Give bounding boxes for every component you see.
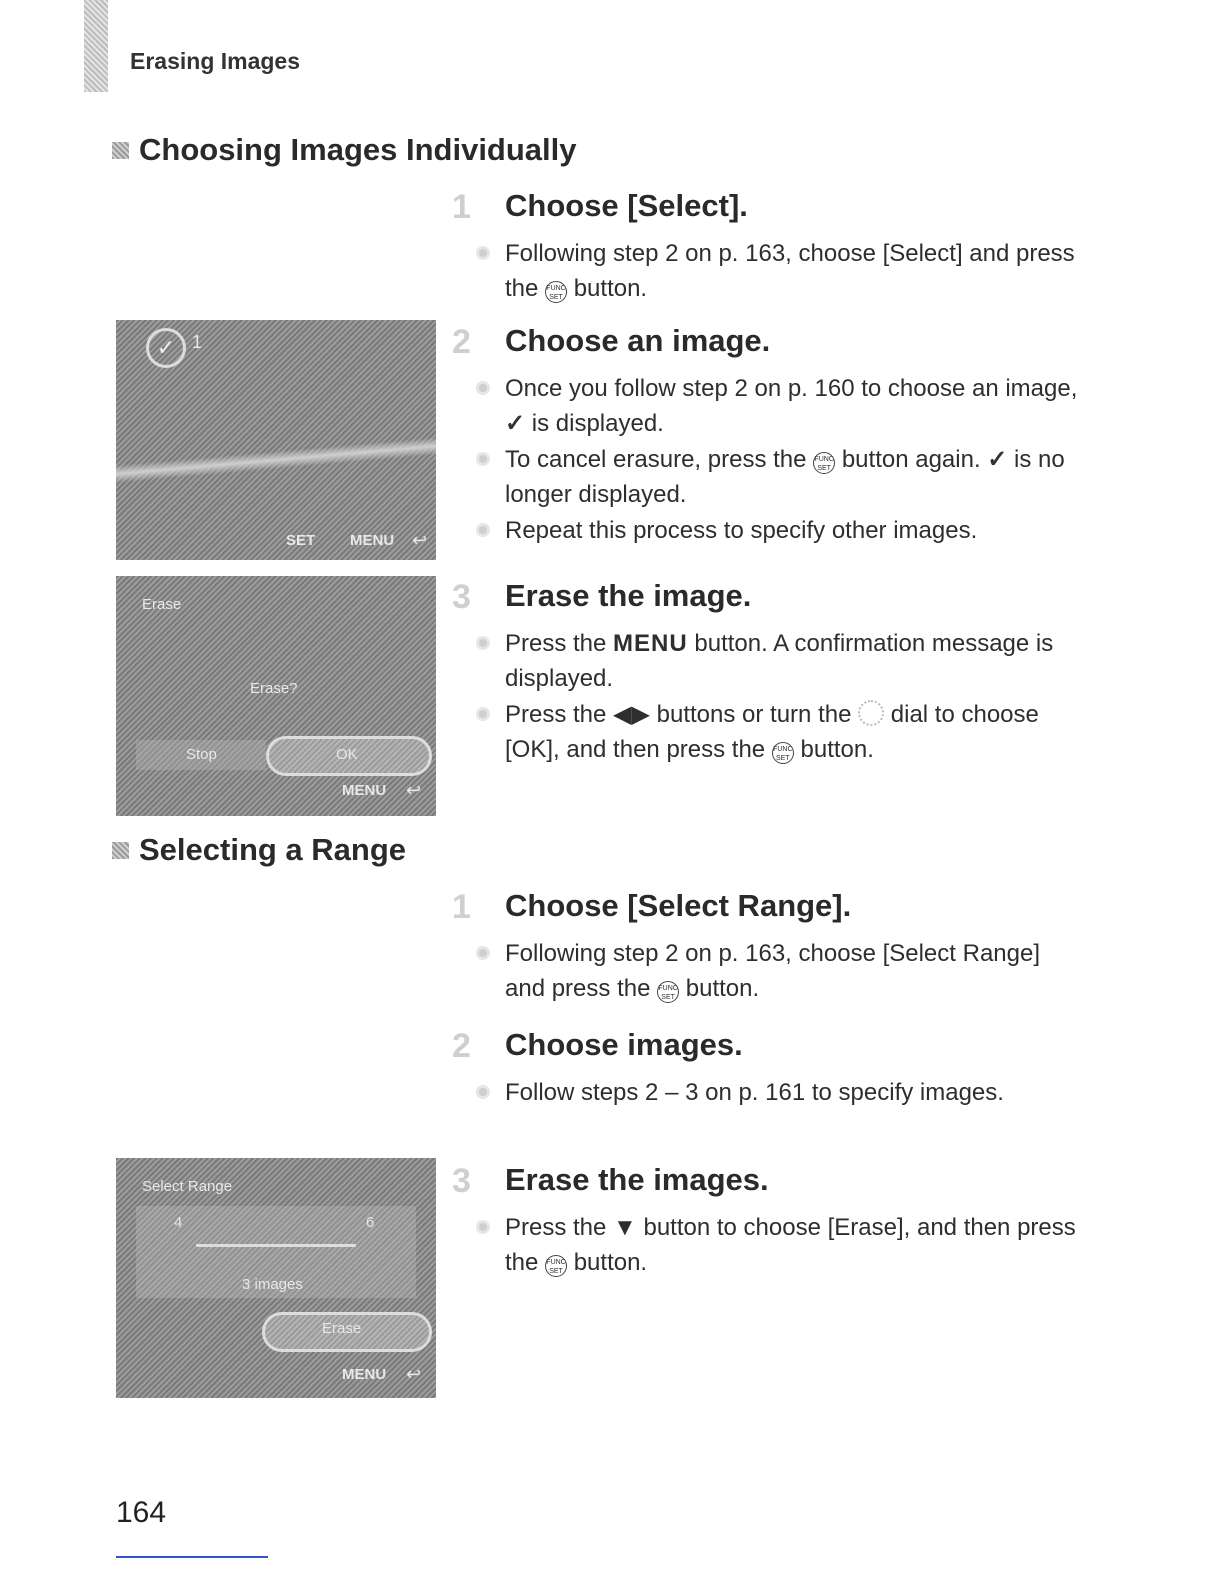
- step-number: 3: [452, 1162, 471, 1200]
- down-arrow-icon: ▼: [613, 1214, 637, 1241]
- erase-question: Erase?: [250, 680, 298, 697]
- bullet-icon: [476, 946, 490, 960]
- step-title: Choose an image.: [505, 323, 771, 358]
- step-number: 1: [452, 888, 471, 926]
- screen-title: Erase: [142, 596, 182, 613]
- menu-label: MENU: [342, 782, 387, 799]
- bullet-icon: [476, 246, 490, 260]
- bullet-icon: [476, 1085, 490, 1099]
- step-number: 2: [452, 1027, 471, 1065]
- bullet-icon: [476, 636, 490, 650]
- return-icon: ↩: [412, 530, 428, 550]
- photo-wave: [116, 430, 436, 490]
- step-text: Follow steps 2 – 3 on p. 161 to specify images.: [505, 1079, 1004, 1106]
- step-title: Choose [Select Range].: [505, 888, 852, 923]
- section-title-range: Selecting a Range: [112, 832, 406, 868]
- range-from: 4: [174, 1214, 183, 1231]
- check-circle-icon: ✓: [146, 328, 186, 368]
- ok-option: OK: [336, 746, 358, 763]
- func-set-icon: FUNC SET: [545, 281, 567, 303]
- range-count: 3 images: [242, 1276, 303, 1293]
- section-square-icon: [112, 142, 129, 159]
- camera-screen-select-range: [116, 1158, 436, 1398]
- check-icon: ✓: [987, 446, 1008, 473]
- section-square-icon: [112, 842, 129, 859]
- footer-link-line: [116, 1556, 268, 1558]
- bullet-icon: [476, 381, 490, 395]
- step-text: Following step 2 on p. 163, choose [Select Range] and press the FUNC SET button.: [505, 940, 1041, 1002]
- menu-button-icon: MENU: [613, 630, 688, 657]
- func-set-icon: FUNC SET: [813, 452, 835, 474]
- step-text: Press the ▼ button to choose [Erase], and then press the FUNC SET button.: [505, 1214, 1076, 1276]
- step-title: Erase the images.: [505, 1162, 769, 1197]
- control-dial-icon: [858, 700, 884, 726]
- bullet-icon: [476, 1220, 490, 1234]
- camera-screen-erase-confirm: [116, 576, 436, 816]
- bullet-icon: [476, 452, 490, 466]
- return-icon: ↩: [406, 780, 422, 800]
- step-number: 1: [452, 188, 471, 226]
- screen-title: Select Range: [142, 1178, 233, 1195]
- return-icon: ↩: [406, 1364, 422, 1384]
- header-title: Erasing Images: [130, 48, 301, 74]
- menu-label: MENU: [350, 532, 395, 549]
- step-number: 2: [452, 323, 471, 361]
- range-bar: [196, 1244, 356, 1247]
- step-title: Choose [Select].: [505, 188, 748, 223]
- step-text: Following step 2 on p. 163, choose [Select] and press the FUNC SET button.: [505, 240, 1075, 302]
- image-count: 1: [192, 332, 203, 352]
- menu-label: MENU: [342, 1366, 387, 1383]
- left-right-arrows-icon: ◀▶: [613, 701, 650, 728]
- step-text: Press the ◀▶ buttons or turn the dial to choose [OK], and then press the FUNC SET button.: [505, 701, 1039, 763]
- set-label: SET: [286, 532, 316, 549]
- func-set-icon: FUNC SET: [545, 1255, 567, 1277]
- step-text: Repeat this process to specify other images.: [505, 517, 978, 544]
- erase-option: Erase: [322, 1320, 362, 1337]
- func-set-icon: FUNC SET: [772, 742, 794, 764]
- bullet-icon: [476, 523, 490, 537]
- section-title-individually: Choosing Images Individually: [112, 132, 577, 168]
- range-to: 6: [366, 1214, 375, 1231]
- bullet-icon: [476, 707, 490, 721]
- step-title: Choose images.: [505, 1027, 743, 1062]
- stop-option: Stop: [186, 746, 217, 763]
- step-text: To cancel erasure, press the FUNC SET button again. ✓ is no longer displayed.: [505, 446, 1065, 508]
- camera-screen-image-select: [116, 320, 436, 560]
- func-set-icon: FUNC SET: [657, 981, 679, 1003]
- section-tab-marker: [84, 0, 108, 92]
- check-icon: ✓: [505, 410, 526, 437]
- step-text: Once you follow step 2 on p. 160 to choose an image, ✓ is displayed.: [505, 375, 1078, 437]
- step-text: Press the MENU button. A confirmation message is displayed.: [505, 630, 1054, 692]
- page-number: 164: [116, 1496, 167, 1529]
- step-title: Erase the image.: [505, 578, 752, 613]
- step-number: 3: [452, 578, 471, 616]
